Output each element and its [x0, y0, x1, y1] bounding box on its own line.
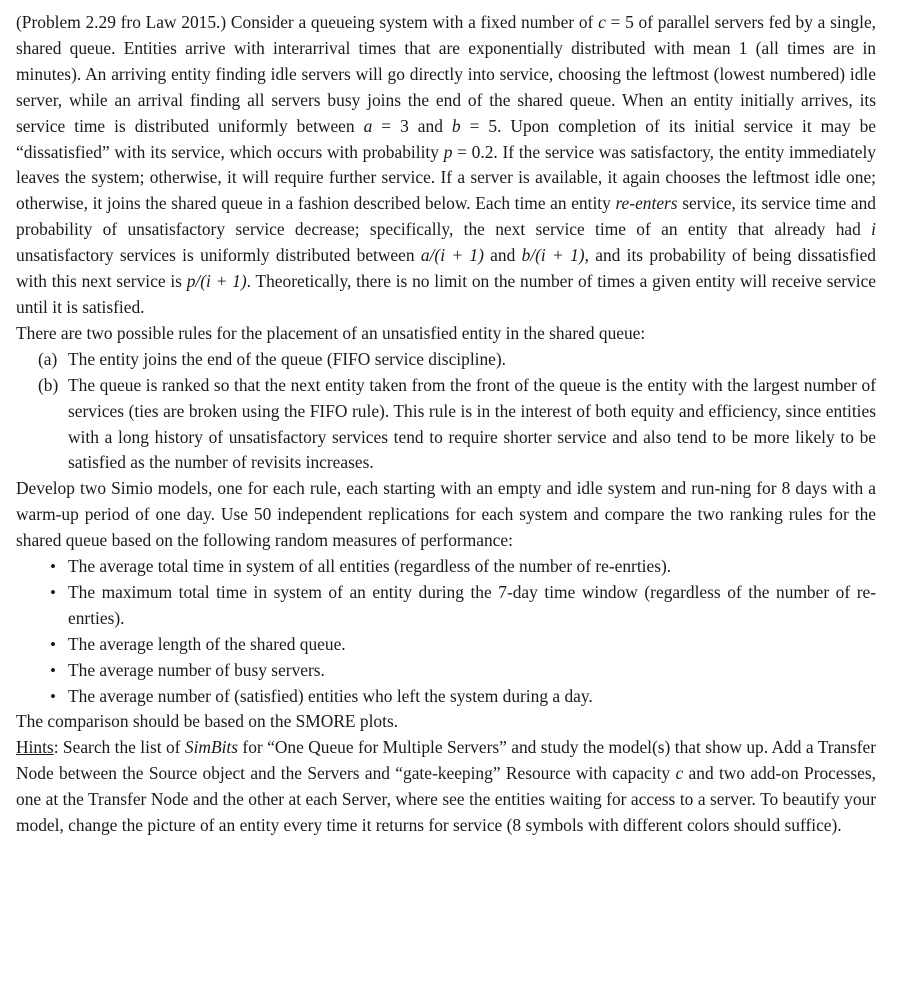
measure-text: The maximum total time in system of an entity during the 7-day time window (regardless of the number of re-enrties). — [68, 581, 876, 628]
hints-paragraph — [16, 735, 876, 839]
intro-text-9: . Theoretically, there is no limit on the number of times a given entity will receive service until it is satisfied. — [16, 271, 876, 317]
intro-text-6: unsatisfactory services is uniformly distributed between — [16, 245, 421, 266]
hints-label: Hints — [16, 737, 54, 758]
value-c: = 5 — [605, 12, 634, 32]
measure-item — [16, 554, 876, 580]
bullet-marker: • — [50, 660, 56, 680]
value-p: = 0.2 — [452, 141, 494, 162]
bullet-marker: • — [50, 686, 56, 706]
bullet-marker: • — [50, 582, 56, 602]
intro-text-5: service, its service time and probability of unsatisfactory service decrease; specifically, the next service time of an entity that already had — [16, 193, 876, 240]
rule-item — [16, 373, 876, 477]
bullet-marker: • — [50, 634, 56, 654]
value-a: = 3 — [372, 115, 409, 136]
var-i: i — [871, 219, 876, 240]
intro-text-1: (Problem 2.29 fro Law 2015.) Consider a queueing system with a fixed number of — [16, 12, 599, 32]
reenters-emphasis: re-enters — [615, 193, 678, 214]
rules-intro: There are two possible rules for the placement of an unsatisfied entity in the shared queue: — [16, 322, 646, 343]
hints-text-3: and two add-on Processes, one at the Transfer Node and the other at each Server, where see the entities waiting for access to a server. To beautify your model, change the picture of an entity every time it returns for service (8 symbols with different colors should suffice). — [16, 763, 876, 836]
rules-list — [16, 347, 876, 477]
and-text: and — [408, 115, 452, 136]
intro-text-2: of parallel servers fed by a single, shared queue. Entities arrive with interarrival times that are exponentially distributed with mean 1 (all times are in minutes). An arriving entity finding idle servers will go directly into service, choosing the leftmost (lowest numbered) idle server, while an arrival finding all servers busy joins the end of the shared queue. When an entity initially arrives, its service time is distributed uniformly between — [16, 12, 877, 136]
measures-list — [16, 554, 876, 709]
expr-a-over-i: a/(i + 1) — [420, 245, 484, 266]
comparison-line: The comparison should be based on the SMORE plots. — [16, 711, 399, 732]
hints-text-1: : Search the list of — [53, 737, 185, 758]
measure-item — [16, 684, 876, 710]
measure-text: The average length of the shared queue. — [68, 633, 346, 654]
expr-p-over-i: p/(i + 1) — [186, 271, 247, 292]
intro-paragraph — [16, 10, 876, 321]
problem-text — [16, 10, 876, 839]
simbits-emphasis: SimBits — [184, 737, 239, 758]
rule-text: The queue is ranked so that the next entity taken from the front of the queue is the entity with the largest number of services (ties are broken using the FIFO rule). This rule is in the interest of both equity and efficiency, since entities with a long history of unsatisfactory services tend to require shorter service and also tend to be more likely to be satisfied as the number of revisits increases. — [68, 374, 876, 473]
rule-text: The entity joins the end of the queue (FIFO service discipline). — [68, 348, 507, 369]
rule-marker: (b) — [38, 374, 59, 395]
intro-text-4: . If the service was satisfactory, the entity immediately leaves the system; otherwise, it will require further service. If a server is available, it again chooses the leftmost idle one; otherwise, it joins the shared queue in a fashion described below. Each time an entity — [16, 141, 876, 214]
develop-paragraph: Develop two Simio models, one for each rule, each starting with an empty and idle system and run-ning for 8 days with a warm-up period of one day. Use 50 independent replications for each system and compare the two ranking rules for the shared queue based on the following random measures of performance: — [16, 478, 876, 551]
bullet-marker: • — [50, 557, 56, 577]
value-b: = 5 — [460, 115, 498, 136]
rule-marker: (a) — [38, 348, 58, 369]
measure-text: The average total time in system of all entities (regardless of the number of re-enrties). — [68, 556, 672, 577]
var-p: p — [443, 141, 453, 162]
var-c-hint: c — [675, 763, 684, 784]
hints-text-2: for “One Queue for Multiple Servers” and study the model(s) that show up. Add a Transfer Node between the Source object and the Servers and “gate-keeping” Resource with capacity — [16, 737, 876, 784]
measure-text: The average number of (satisfied) entities who left the system during a day. — [68, 685, 593, 706]
measure-text: The average number of busy servers. — [68, 659, 325, 680]
intro-text-7: and — [483, 245, 522, 266]
var-a: a — [363, 115, 373, 136]
expr-b-over-i: b/(i + 1) — [521, 245, 585, 266]
rule-item — [16, 347, 876, 373]
measure-item — [16, 580, 876, 632]
intro-text-3: . Upon completion of its initial service it may be “dissatisfied” with its service, which occurs with probability — [16, 115, 877, 162]
measure-item — [16, 658, 876, 684]
var-b: b — [451, 115, 461, 136]
intro-text-8: , and its probability of being dissatisfied with this next service is — [16, 245, 876, 292]
measure-item — [16, 632, 876, 658]
var-c: c — [598, 12, 606, 32]
